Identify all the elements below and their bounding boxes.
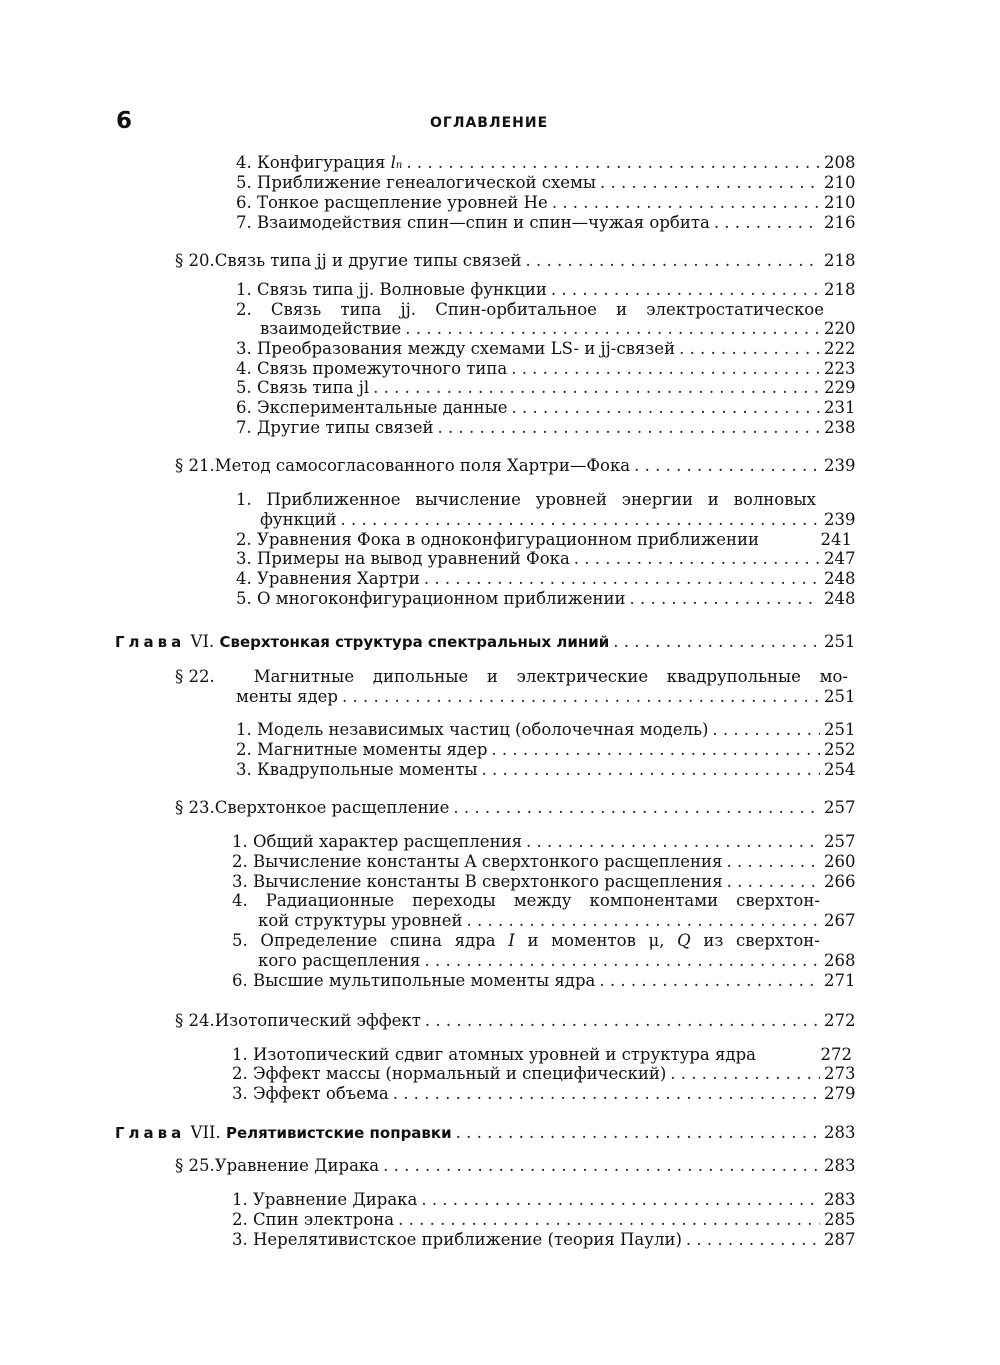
word: и bbox=[616, 300, 628, 319]
entry-superscript: n bbox=[395, 160, 403, 171]
entry-label: кого расщепления bbox=[258, 951, 421, 970]
leader-dots bbox=[634, 456, 820, 476]
leader-dots bbox=[342, 687, 820, 707]
toc-section bbox=[175, 798, 856, 818]
toc-entry bbox=[236, 153, 856, 173]
leader-dots bbox=[424, 951, 820, 971]
page-ref: 266 bbox=[824, 872, 856, 891]
word: Приближенное bbox=[266, 490, 401, 509]
toc-entry bbox=[236, 339, 856, 359]
section-title-cont: менты ядер bbox=[236, 687, 338, 706]
page-ref: 210 bbox=[824, 173, 856, 192]
toc-entry bbox=[236, 549, 856, 569]
word: энергии bbox=[621, 490, 693, 509]
toc-entry bbox=[260, 319, 856, 339]
page-ref: 241 bbox=[820, 530, 852, 549]
word: спина bbox=[389, 931, 442, 950]
leader-dots bbox=[453, 798, 820, 818]
word: уровней bbox=[535, 490, 607, 509]
entry-label: 6. Высшие мультипольные моменты ядра bbox=[232, 971, 596, 990]
page-ref: 279 bbox=[824, 1084, 856, 1103]
toc-entry bbox=[232, 1064, 856, 1084]
toc-entry-justified bbox=[236, 300, 852, 320]
toc-entry bbox=[236, 760, 856, 780]
word: Магнитные bbox=[253, 667, 355, 686]
page-ref: 252 bbox=[824, 740, 856, 759]
entry-label: 4. Конфигурация bbox=[236, 153, 386, 172]
page-ref: 251 bbox=[824, 687, 856, 706]
word: вычисление bbox=[415, 490, 521, 509]
toc-entry bbox=[236, 740, 856, 760]
word: 1. bbox=[236, 490, 252, 509]
word: электрические bbox=[516, 667, 649, 686]
leader-dots bbox=[686, 1230, 820, 1250]
entry-label: 3. Эффект объема bbox=[232, 1084, 389, 1103]
toc-entry bbox=[236, 720, 856, 740]
toc-section bbox=[175, 456, 856, 476]
page-ref: 238 bbox=[824, 418, 856, 437]
leader-dots bbox=[405, 319, 820, 339]
section-title: Связь типа jj и другие типы связей bbox=[214, 251, 522, 270]
toc-entry-justified bbox=[232, 891, 852, 911]
leader-dots bbox=[714, 213, 820, 233]
page-ref: 251 bbox=[824, 720, 856, 739]
toc-entry bbox=[236, 398, 856, 418]
toc-entry bbox=[232, 1084, 856, 1104]
word: 4. bbox=[232, 891, 248, 910]
page-ref: 208 bbox=[824, 153, 856, 172]
entry-label: 2. Спин электрона bbox=[232, 1210, 395, 1229]
page-ref: 257 bbox=[824, 832, 856, 851]
chapter-lead: Глава bbox=[115, 633, 186, 651]
running-head: ОГЛАВЛЕНИЕ bbox=[430, 115, 549, 131]
chapter-title: Сверхтонкая структура спектральных линий bbox=[219, 633, 610, 651]
toc-entry bbox=[236, 589, 856, 609]
entry-label: 3. Вычисление константы B сверхтонкого расщепления bbox=[232, 872, 723, 891]
leader-dots bbox=[599, 971, 820, 991]
entry-label: 1. Модель независимых частиц (оболочечная модель) bbox=[236, 720, 709, 739]
entry-label: 7. Другие типы связей bbox=[236, 418, 434, 437]
leader-dots bbox=[552, 193, 820, 213]
page-number: 6 bbox=[116, 108, 133, 134]
toc-chapter bbox=[115, 1123, 856, 1143]
word: ядра bbox=[454, 931, 496, 950]
leader-dots bbox=[600, 173, 820, 193]
entry-label: 5. Связь типа jl bbox=[236, 378, 370, 397]
entry-label: 1. Уравнение Дирака bbox=[232, 1190, 418, 1209]
leader-dots bbox=[383, 1156, 820, 1176]
toc-entry bbox=[236, 280, 856, 300]
page-ref: 220 bbox=[824, 319, 856, 338]
toc-entry bbox=[232, 852, 856, 872]
toc-section bbox=[175, 1011, 856, 1031]
page-ref: 248 bbox=[824, 589, 856, 608]
page-ref: 287 bbox=[824, 1230, 856, 1249]
page-ref: 283 bbox=[824, 1156, 856, 1175]
word: 2. bbox=[236, 300, 252, 319]
page-ref: 210 bbox=[824, 193, 856, 212]
toc-entry-justified bbox=[232, 931, 852, 951]
page-ref: 268 bbox=[824, 951, 856, 970]
word: компонентами bbox=[589, 891, 719, 910]
page-ref: 272 bbox=[824, 1011, 856, 1030]
leader-dots bbox=[373, 378, 820, 398]
entry-label: 3. Нерелятивистское приближение (теория Паули) bbox=[232, 1230, 682, 1249]
entry-label: 3. Квадрупольные моменты bbox=[236, 760, 478, 779]
section-number: § 24. bbox=[175, 1011, 215, 1030]
entry-label: 1. Изотопический сдвиг атомных уровней и структура ядра bbox=[232, 1045, 756, 1064]
toc-entry bbox=[236, 569, 856, 589]
toc-entry bbox=[232, 1190, 856, 1210]
leader-dots bbox=[466, 911, 820, 931]
entry-label: 3. Преобразования между схемами LS- и jj-связей bbox=[236, 339, 676, 358]
toc-entry bbox=[236, 378, 856, 398]
toc-entry bbox=[258, 911, 856, 931]
toc-entry bbox=[236, 359, 856, 379]
entry-label: 2. Магнитные моменты ядер bbox=[236, 740, 488, 759]
toc-entry-justified bbox=[236, 490, 852, 510]
toc-entry bbox=[232, 1045, 852, 1065]
word: 5. bbox=[232, 931, 248, 950]
leader-dots bbox=[398, 1210, 820, 1230]
word: из bbox=[703, 931, 724, 950]
toc-entry bbox=[232, 832, 856, 852]
chapter-number: VII. bbox=[190, 1123, 221, 1142]
word: электростатическое bbox=[646, 300, 824, 319]
leader-dots bbox=[551, 280, 820, 300]
entry-label: 4. Уравнения Хартри bbox=[236, 569, 420, 588]
leader-dots bbox=[574, 549, 820, 569]
entry-label: взаимодействие bbox=[260, 319, 402, 338]
page-ref: 271 bbox=[824, 971, 856, 990]
page-ref: 285 bbox=[824, 1210, 856, 1229]
toc-chapter bbox=[115, 632, 856, 652]
word: Спин-орбитальное bbox=[435, 300, 597, 319]
toc-entry bbox=[236, 530, 852, 550]
page-ref: 218 bbox=[824, 251, 856, 270]
word: и bbox=[527, 931, 539, 950]
word: Связь bbox=[270, 300, 322, 319]
leader-dots bbox=[512, 398, 820, 418]
toc-entry bbox=[260, 510, 856, 530]
word: мо- bbox=[819, 667, 848, 686]
leader-dots bbox=[679, 339, 820, 359]
page-ref: 272 bbox=[820, 1045, 852, 1064]
leader-dots bbox=[491, 740, 820, 760]
entry-label: 7. Взаимодействия спин—спин и спин—чужая орбита bbox=[236, 213, 710, 232]
page-ref: 239 bbox=[824, 510, 856, 529]
leader-dots bbox=[406, 153, 820, 173]
word: типа bbox=[340, 300, 382, 319]
entry-label: 1. Связь типа jj. Волновые функции bbox=[236, 280, 547, 299]
leader-dots bbox=[456, 1123, 820, 1143]
word: моментов bbox=[551, 931, 636, 950]
chapter-number: VI. bbox=[190, 632, 215, 651]
page-ref: 222 bbox=[824, 339, 856, 358]
leader-dots bbox=[425, 1011, 820, 1031]
word: сверхтон- bbox=[736, 931, 820, 950]
chapter-lead: Глава bbox=[115, 1124, 186, 1142]
leader-dots bbox=[438, 418, 820, 438]
word: Радиационные bbox=[265, 891, 395, 910]
toc-entry bbox=[236, 213, 856, 233]
leader-dots bbox=[526, 832, 820, 852]
section-number: § 20. bbox=[175, 251, 215, 270]
chapter-title: Релятивистские поправки bbox=[225, 1124, 452, 1142]
entry-label: 2. Вычисление константы A сверхтонкого расщепления bbox=[232, 852, 723, 871]
word: сверхтон- bbox=[736, 891, 820, 910]
word: и bbox=[486, 667, 498, 686]
page-ref: 251 bbox=[824, 632, 856, 651]
toc-section-justified bbox=[175, 667, 852, 687]
entry-label: 6. Тонкое расщепление уровней Не bbox=[236, 193, 548, 212]
entry-label: 3. Примеры на вывод уравнений Фока bbox=[236, 549, 570, 568]
page-ref: 248 bbox=[824, 569, 856, 588]
leader-dots bbox=[481, 760, 820, 780]
section-title: Метод самосогласованного поля Хартри—Фока bbox=[214, 456, 631, 475]
toc-entry bbox=[236, 418, 856, 438]
section-title: Уравнение Дирака bbox=[214, 1156, 380, 1175]
page-ref: 239 bbox=[824, 456, 856, 475]
entry-label: 6. Экспериментальные данные bbox=[236, 398, 508, 417]
word: Q bbox=[677, 931, 691, 950]
leader-dots bbox=[424, 569, 820, 589]
word: переходы bbox=[412, 891, 496, 910]
page-ref: 254 bbox=[824, 760, 856, 779]
entry-label: 1. Общий характер расщепления bbox=[232, 832, 522, 851]
leader-dots bbox=[421, 1190, 820, 1210]
entry-symbol: l bbox=[390, 153, 396, 172]
page-ref: 223 bbox=[824, 359, 856, 378]
leader-dots bbox=[727, 872, 820, 892]
page-ref: 257 bbox=[824, 798, 856, 817]
toc-entry bbox=[258, 951, 856, 971]
toc-entry bbox=[236, 687, 856, 707]
leader-dots bbox=[712, 720, 820, 740]
page-ref: 260 bbox=[824, 852, 856, 871]
word: дипольные bbox=[372, 667, 469, 686]
page-ref: 231 bbox=[824, 398, 856, 417]
page-ref: 216 bbox=[824, 213, 856, 232]
entry-label: 2. Уравнения Фока в одноконфигурационном приближении bbox=[236, 530, 759, 549]
entry-label: кой структуры уровней bbox=[258, 911, 463, 930]
toc-entry bbox=[232, 971, 856, 991]
page-ref: 247 bbox=[824, 549, 856, 568]
leader-dots bbox=[629, 589, 820, 609]
section-number: § 21. bbox=[175, 456, 215, 475]
toc-entry bbox=[232, 872, 856, 892]
toc-section bbox=[175, 1156, 856, 1176]
entry-label: 5. Приближение генеалогической схемы bbox=[236, 173, 597, 192]
entry-label: функций bbox=[260, 510, 337, 529]
leader-dots bbox=[726, 852, 820, 872]
section-title: Сверхтонкое расщепление bbox=[214, 798, 450, 817]
word: между bbox=[513, 891, 572, 910]
page-ref: 273 bbox=[824, 1064, 856, 1083]
page-ref: 283 bbox=[824, 1123, 856, 1142]
toc-entry bbox=[232, 1210, 856, 1230]
page-ref: 283 bbox=[824, 1190, 856, 1209]
section-title: Изотопический эффект bbox=[214, 1011, 421, 1030]
word: квадрупольные bbox=[666, 667, 801, 686]
section-number: § 23. bbox=[175, 798, 215, 817]
section-number: § 22. bbox=[175, 667, 215, 686]
word: волновых bbox=[733, 490, 816, 509]
leader-dots bbox=[393, 1084, 820, 1104]
page-ref: 229 bbox=[824, 378, 856, 397]
word: Определение bbox=[260, 931, 378, 950]
leader-dots bbox=[526, 251, 820, 271]
toc-entry bbox=[236, 173, 856, 193]
entry-label: 2. Эффект массы (нормальный и специфический) bbox=[232, 1064, 667, 1083]
word: μ, bbox=[648, 931, 665, 950]
leader-dots bbox=[670, 1064, 820, 1084]
leader-dots bbox=[511, 359, 820, 379]
leader-dots bbox=[341, 510, 820, 530]
leader-dots bbox=[613, 632, 820, 652]
toc-entry bbox=[236, 193, 856, 213]
section-number: § 25. bbox=[175, 1156, 215, 1175]
page-ref: 267 bbox=[824, 911, 856, 930]
word: jj. bbox=[400, 300, 417, 319]
toc-entry bbox=[232, 1230, 856, 1250]
toc-section bbox=[175, 251, 856, 271]
entry-label: 4. Связь промежуточного типа bbox=[236, 359, 508, 378]
page-ref: 218 bbox=[824, 280, 856, 299]
word: I bbox=[508, 931, 515, 950]
entry-label: 5. О многоконфигурационном приближении bbox=[236, 589, 626, 608]
word: и bbox=[707, 490, 719, 509]
